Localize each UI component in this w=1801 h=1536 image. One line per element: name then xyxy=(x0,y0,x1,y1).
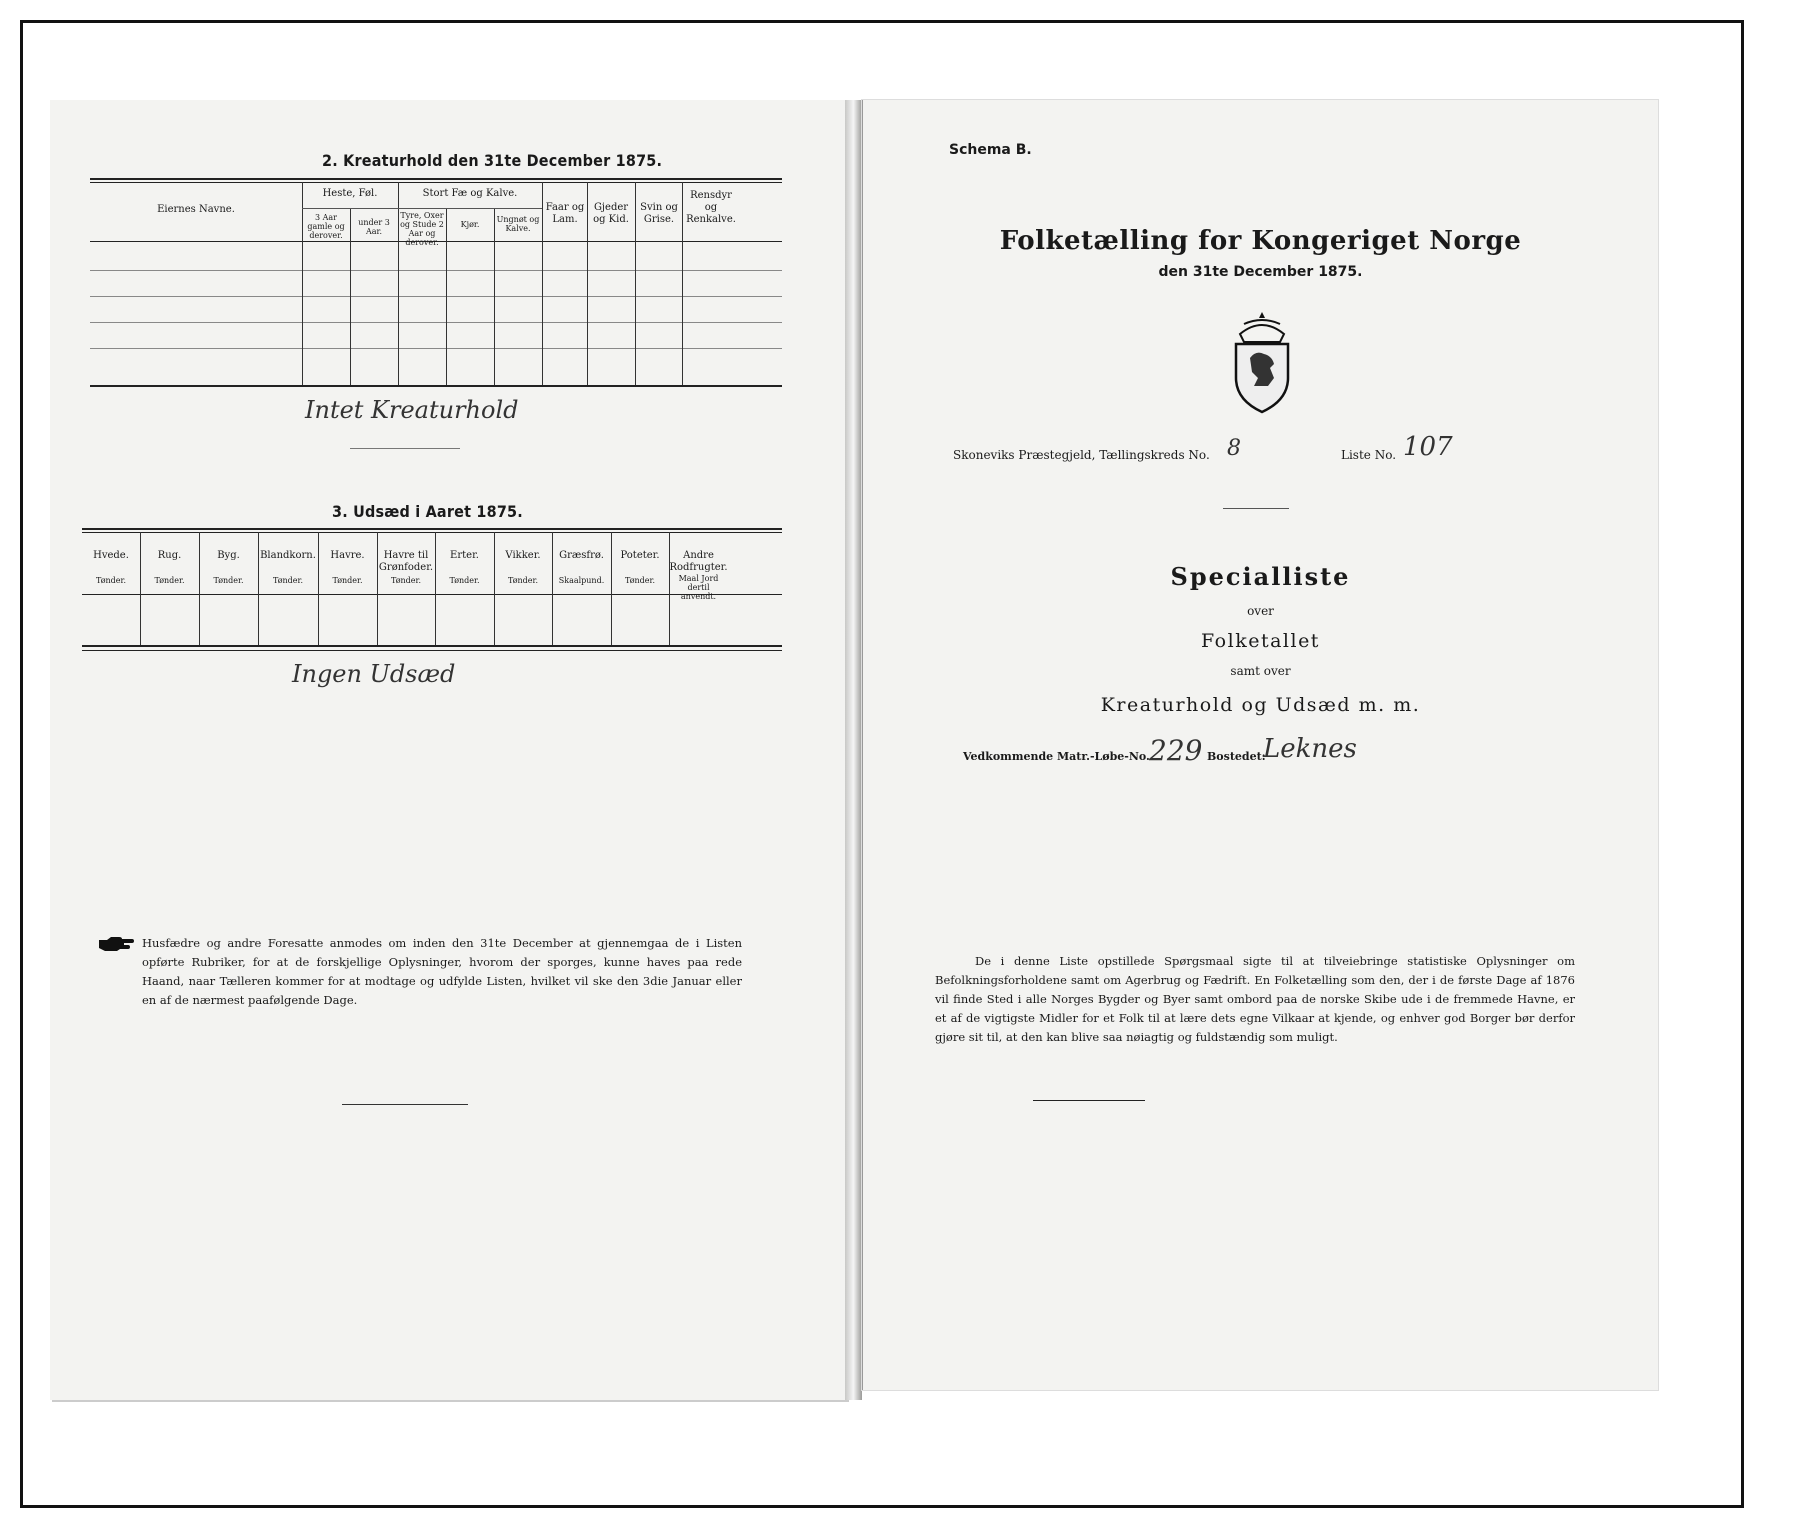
kreds-number: 8 xyxy=(1227,436,1241,461)
udsaed-column-unit: Tønder. xyxy=(95,576,127,585)
left-page xyxy=(50,100,847,1400)
table-rule xyxy=(82,532,782,533)
page-title: Folketælling for Kongeriget Norge xyxy=(999,226,1522,256)
table-rule xyxy=(398,208,542,209)
svin-header: Svin og Grise. xyxy=(640,202,678,225)
column-divider xyxy=(494,208,495,385)
samt-over-text: samt over xyxy=(1230,664,1291,678)
column-divider xyxy=(494,532,495,645)
footnote-text: Husfædre og andre Foresatte anmodes om inden den 31te December at gjennemgaa de i Listen opførte Rubriker, for at de forskjellige Oplysninger, hvorom der sporges, kunne haves paa rede Haand, naar Tælleren kommer for at modtage og udfylde Listen, hvilket vil ske den 3die Januar eller en af de nærmest paafølgende Dage. xyxy=(142,936,742,1007)
udsaed-column-header: Havre til Grønfoder. xyxy=(378,550,434,573)
divider xyxy=(1223,508,1289,509)
owner-column-header: Eiernes Navne. xyxy=(157,204,235,215)
storfe-group-header: Stort Fæ og Kalve. xyxy=(422,188,518,199)
table-rule xyxy=(90,296,782,297)
matr-number: 229 xyxy=(1149,734,1203,767)
table-rule xyxy=(82,645,782,647)
specialliste-heading: Specialliste xyxy=(1170,562,1351,591)
table-rule xyxy=(90,178,782,180)
storfe-c-header: Ungnøt og Kalve. xyxy=(496,215,540,233)
column-divider xyxy=(258,532,259,645)
divider xyxy=(342,1104,468,1105)
udsaed-column-header: Poteter. xyxy=(620,550,660,561)
udsaed-column-header: Havre. xyxy=(330,550,365,561)
section-2-title: 2. Kreaturhold den 31te December 1875. xyxy=(322,151,663,170)
binding-gutter xyxy=(845,100,862,1400)
column-divider xyxy=(552,532,553,645)
udsaed-column-unit: Tønder. xyxy=(507,576,539,585)
over-text: over xyxy=(1247,604,1274,618)
heste-a-header: 3 Aar gamle og derover. xyxy=(307,213,345,240)
udsaed-column-header: Hvede. xyxy=(93,550,129,561)
table-rule xyxy=(302,208,398,209)
udsaed-column-unit: Tønder. xyxy=(272,576,304,585)
storfe-b-header: Kjør. xyxy=(460,220,480,229)
column-divider xyxy=(542,182,543,385)
udsaed-column-header: Erter. xyxy=(450,550,479,561)
liste-number: 107 xyxy=(1403,432,1453,462)
udsaed-column-unit: Tønder. xyxy=(624,576,656,585)
liste-label: Liste No. xyxy=(1341,448,1397,462)
column-divider xyxy=(435,532,436,645)
column-divider xyxy=(318,532,319,645)
rensdyr-header: Rensdyr og Renkalve. xyxy=(686,190,736,225)
matr-label: Vedkommende Matr.-Løbe-No. xyxy=(963,750,1150,763)
table-rule xyxy=(90,182,782,183)
table-rule xyxy=(82,528,782,530)
udsaed-column-unit: Skaalpund. xyxy=(558,576,605,585)
udsaed-column-unit: Tønder. xyxy=(332,576,363,585)
folketallet-heading: Folketallet xyxy=(1201,630,1320,652)
handwritten-kreatur-note: Intet Kreaturhold xyxy=(305,396,519,424)
bostedet-value: Leknes xyxy=(1263,734,1357,764)
udsaed-column-unit: Maal Jord dertil anvendt. xyxy=(678,574,719,601)
handwritten-udsaed-note: Ingen Udsæd xyxy=(292,660,456,688)
table-rule xyxy=(82,650,782,651)
page-subtitle: den 31te December 1875. xyxy=(1158,264,1363,280)
schema-label: Schema B. xyxy=(949,142,1032,158)
table-rule xyxy=(90,270,782,271)
heste-group-header: Heste, Føl. xyxy=(322,188,378,199)
udsaed-column-unit: Tønder. xyxy=(449,576,480,585)
intro-body-text: De i denne Liste opstillede Spørgsmaal sigte til at tilveiebringe statistiske Oplysninger om Befolkningsforholdene samt om Agerbrug og Fædrift. En Folketælling som den, der i de første Dage af 1876 vil finde Sted i alle Norges Bygder og Byer samt ombord paa de norske Skibe ude i de fremmede Havne, er et af de vigtigste Midler for et Folk til at lære dets egne Vilkaar at kjende, og enhver god Borger bør derfor gjøre sit til, at den kan blive saa nøiagtig og fuldstændig som muligt. xyxy=(935,954,1575,1044)
table-rule xyxy=(90,348,782,349)
divider xyxy=(1033,1100,1145,1101)
pointing-hand-icon xyxy=(98,936,134,952)
divider xyxy=(350,448,460,449)
udsaed-column-unit: Tønder. xyxy=(213,576,244,585)
udsaed-column-unit: Tønder. xyxy=(390,576,422,585)
heste-b-header: under 3 Aar. xyxy=(358,218,390,236)
faar-header: Faar og Lam. xyxy=(545,202,585,225)
udsaed-column-header: Andre Rodfrugter. xyxy=(669,550,728,573)
right-page xyxy=(862,100,1658,1390)
table-rule xyxy=(90,385,782,387)
column-divider xyxy=(377,532,378,645)
column-divider xyxy=(611,532,612,645)
column-divider xyxy=(140,532,141,645)
column-divider xyxy=(446,208,447,385)
coat-of-arms-icon xyxy=(1226,310,1298,414)
udsaed-column-header: Byg. xyxy=(217,550,240,561)
udsaed-column-header: Blandkorn. xyxy=(260,550,316,561)
table-rule xyxy=(90,322,782,323)
gjeder-header: Gjeder og Kid. xyxy=(593,202,629,225)
udsaed-column-header: Rug. xyxy=(157,550,182,561)
section-3-title: 3. Udsæd i Aaret 1875. xyxy=(332,502,523,521)
udsaed-column-header: Græsfrø. xyxy=(559,550,604,561)
column-divider xyxy=(199,532,200,645)
storfe-a-header: Tyre, Oxer og Stude 2 Aar og derover. xyxy=(400,211,444,247)
prestegjeld-label: Skoneviks Præstegjeld, Tællingskreds No. xyxy=(953,448,1210,462)
udsaed-column-unit: Tønder. xyxy=(154,576,185,585)
kreaturhold-heading: Kreaturhold og Udsæd m. m. xyxy=(1100,694,1421,716)
bostedet-label: Bostedet: xyxy=(1207,750,1266,763)
udsaed-column-header: Vikker. xyxy=(505,550,541,561)
